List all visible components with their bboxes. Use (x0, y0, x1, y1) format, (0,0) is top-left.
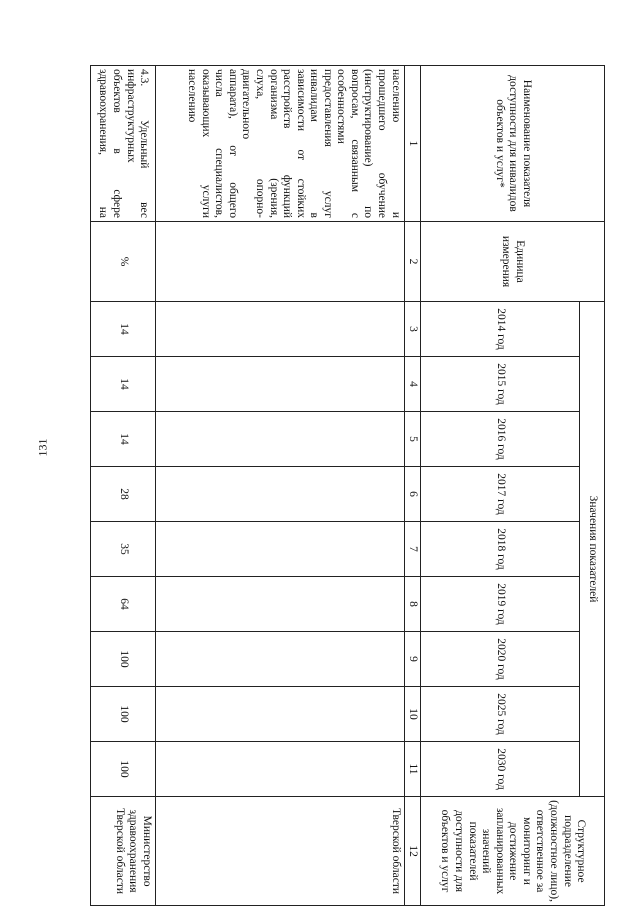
column-number: 6 (404, 467, 420, 522)
indicator-text-line: зависимости от стойких (294, 69, 307, 218)
value-cell (155, 467, 404, 522)
value-cell (155, 357, 404, 412)
indicator-text-line: слуха, опорно- (253, 69, 266, 218)
unit-cell (155, 222, 404, 302)
header-year: 2014 год (421, 302, 580, 357)
column-number: 1 (404, 66, 420, 222)
indicator-text-line: вопросам, связанным с (348, 69, 361, 218)
indicator-text-line: населению (186, 69, 199, 123)
column-number: 4 (404, 357, 420, 412)
responsible-cell: Тверской области (155, 797, 404, 906)
value-cell: 100 (91, 742, 156, 797)
page-number: 131 (35, 438, 50, 457)
column-number: 3 (404, 302, 420, 357)
indicator-text-line: особенностями (335, 69, 348, 144)
indicator-text-line: предоставления услуг (321, 69, 334, 218)
column-number: 8 (404, 577, 420, 632)
indicator-text-line: здравоохранения, на (97, 69, 110, 218)
header-year: 2018 год (421, 522, 580, 577)
value-cell (155, 577, 404, 632)
column-number: 9 (404, 632, 420, 687)
column-number: 5 (404, 412, 420, 467)
value-cell: 35 (91, 522, 156, 577)
value-cell (155, 742, 404, 797)
indicator-name-cell (91, 66, 156, 222)
header-year: 2030 год (421, 742, 580, 797)
indicator-text-line: населению и (389, 69, 402, 218)
header-year: 2019 год (421, 577, 580, 632)
header-year: 2020 год (421, 632, 580, 687)
header-unit: Единица измерения (421, 222, 605, 302)
value-cell (155, 522, 404, 577)
column-number: 12 (404, 797, 420, 906)
header-year: 2025 год (421, 687, 580, 742)
header-year: 2017 год (421, 467, 580, 522)
value-cell: 100 (91, 632, 156, 687)
indicator-text-line: прошедшего обучение (376, 69, 389, 218)
column-number: 10 (404, 687, 420, 742)
header-responsible: Структурное подразделение (должностное лицо), ответственное за мониторинг и достижение запланированных значений показателей доступности для объектов и услуг (421, 797, 605, 906)
column-number: 11 (404, 742, 420, 797)
header-year: 2015 год (421, 357, 580, 412)
value-cell: 14 (91, 412, 156, 467)
header-values-group: Значения показателей (579, 302, 604, 797)
indicator-text-line: расстройств функций (281, 69, 294, 218)
indicator-text-line: оказывающих услуги (199, 69, 212, 218)
value-cell (155, 412, 404, 467)
column-number: 2 (404, 222, 420, 302)
value-cell: 100 (91, 687, 156, 742)
header-year: 2016 год (421, 412, 580, 467)
indicator-text-line: аппарата), от общего (226, 69, 239, 218)
header-name: Наименование показателя доступности для инвалидов объектов и услуг* (421, 66, 605, 222)
table-row (91, 66, 156, 906)
rotated-page (90, 65, 605, 905)
value-cell (155, 632, 404, 687)
value-cell (155, 687, 404, 742)
indicator-text-line: объектов в сфере (110, 69, 123, 218)
indicator-text-line: организма (зрения, (267, 69, 280, 218)
indicator-text-line: двигательного (240, 69, 253, 140)
indicator-text-line: числа специалистов, (213, 69, 226, 218)
unit-cell: % (91, 222, 156, 302)
value-cell: 14 (91, 357, 156, 412)
value-cell: 14 (91, 302, 156, 357)
indicator-name-cell (155, 66, 404, 222)
indicators-table (90, 65, 605, 906)
indicator-text-line: (инструктирование) по (362, 69, 375, 218)
responsible-cell: Министерство здравоохранения Тверской области (91, 797, 156, 906)
table-row (155, 66, 404, 906)
indicator-text-line: инвалидам в (308, 69, 321, 218)
indicator-text-line: инфраструктурных (124, 69, 137, 163)
value-cell (155, 302, 404, 357)
value-cell: 28 (91, 467, 156, 522)
column-number: 7 (404, 522, 420, 577)
value-cell: 64 (91, 577, 156, 632)
indicator-text-line: 4.3. Удельный вес (138, 69, 151, 218)
